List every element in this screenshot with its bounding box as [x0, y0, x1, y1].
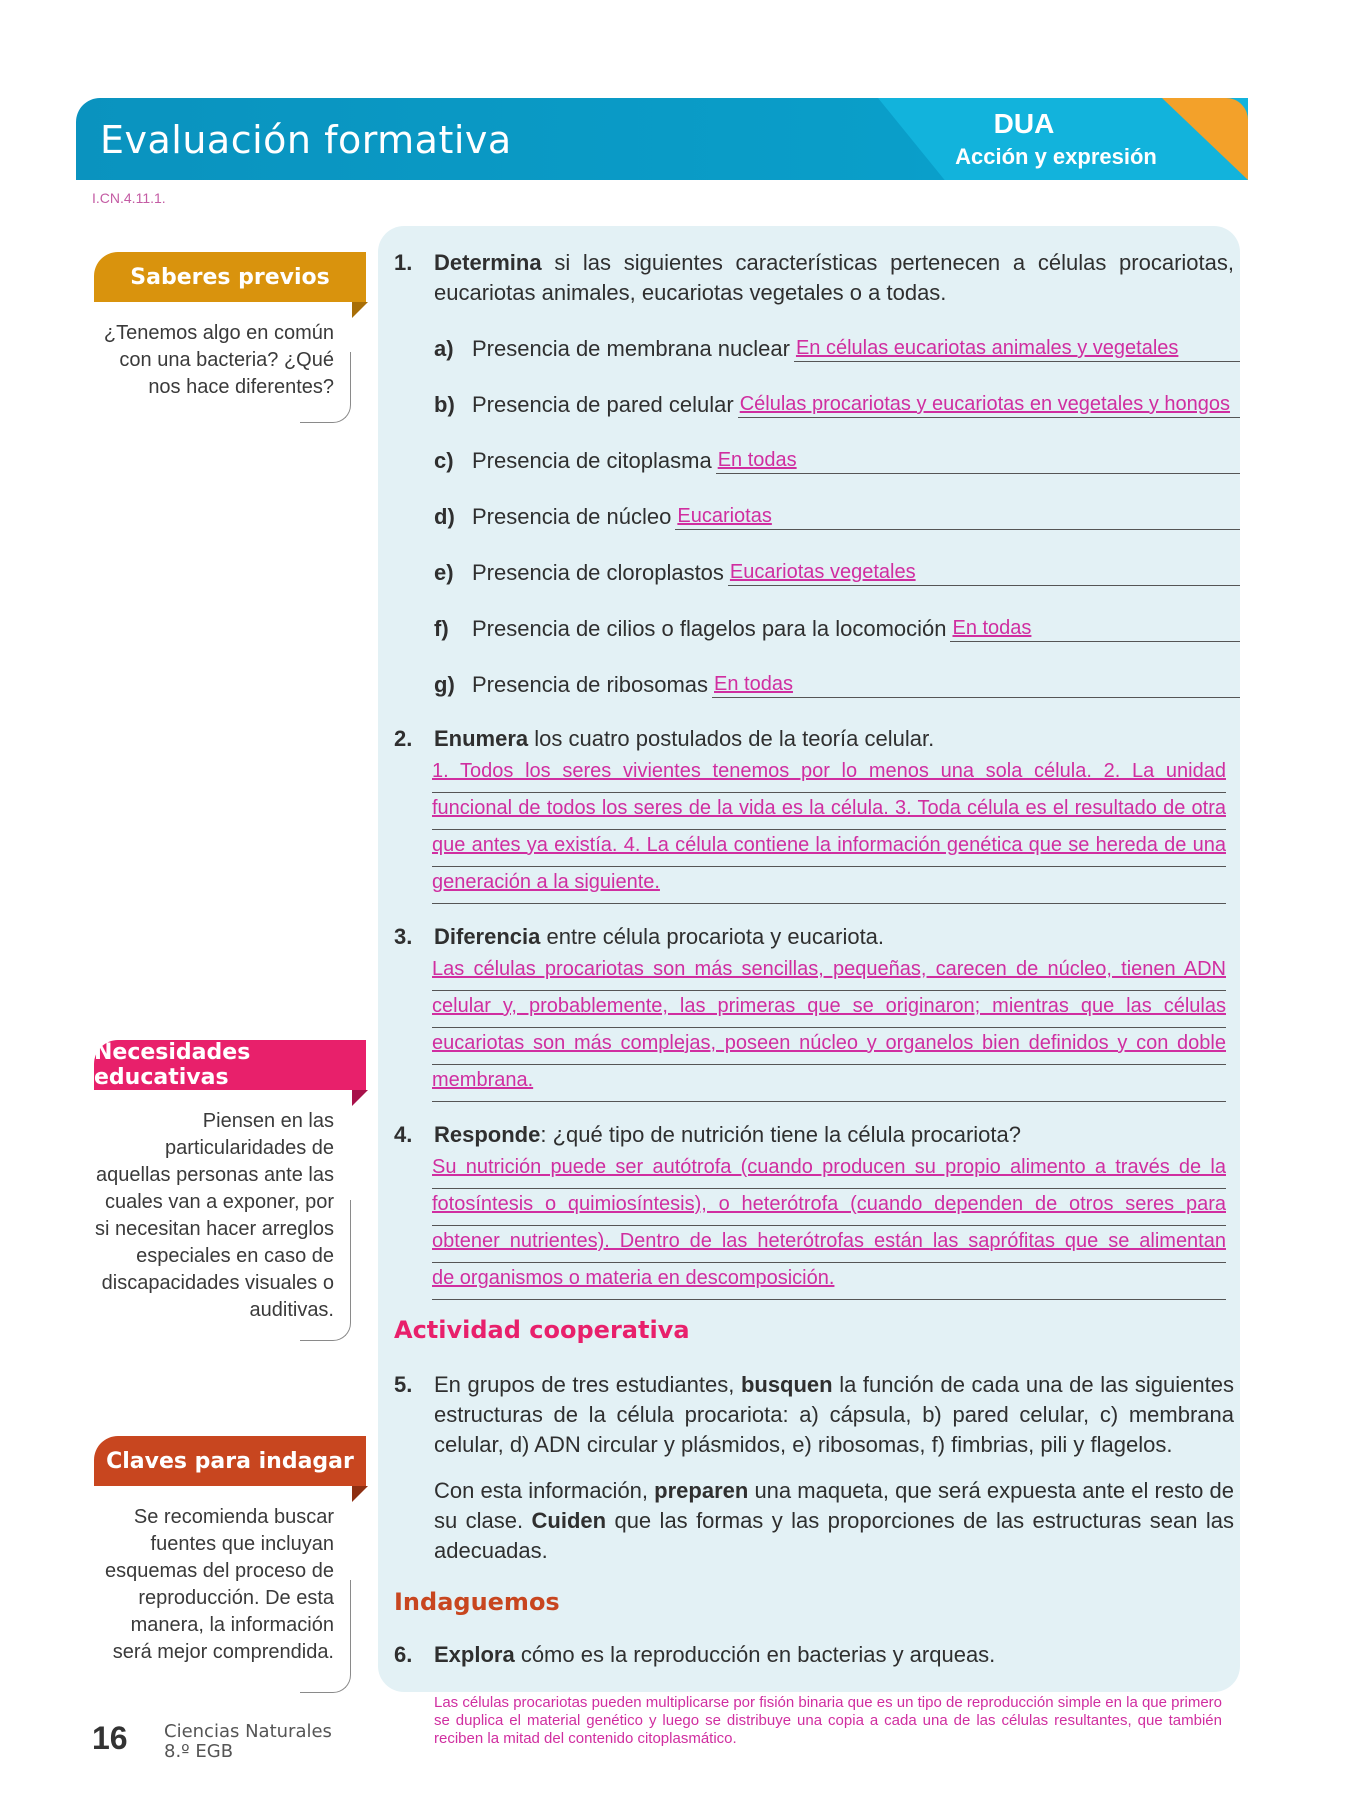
footer-subject: Ciencias Naturales	[164, 1721, 332, 1742]
saberes-fold	[352, 302, 368, 318]
footer-label	[164, 1722, 332, 1762]
item-text: Presencia de membrana nuclear	[472, 336, 790, 361]
answer-line: obtener nutrientes). Dentro de las heterótrofas están las saprófitas que se alimentan	[432, 1226, 1226, 1263]
paragraph-text: En grupos de tres estudiantes,	[434, 1372, 741, 1397]
question-text: entre célula procariota y eucariota.	[540, 924, 885, 949]
question-verb: Determina	[434, 250, 542, 275]
actividad-cooperativa-heading: Actividad cooperativa	[394, 1316, 690, 1344]
question-number: 5.	[394, 1372, 413, 1397]
question-5	[394, 1370, 1234, 1566]
item-text: Presencia de cilios o flagelos para la locomoción	[472, 616, 947, 641]
question-verb: Diferencia	[434, 924, 541, 949]
q4-answer[interactable]	[432, 1152, 1226, 1300]
q1-item-g	[434, 664, 1240, 698]
footer-grade: 8.º EGB	[164, 1741, 234, 1762]
paragraph-text: la función de cada una de las siguientes estructuras de la célula procariota: a) cápsula, b) pared celular, c) membrana celular, d) ADN circular y plásmidos, e) ribosomas, f) fimbrias, pili y flagelos.	[434, 1372, 1234, 1457]
item-answer[interactable]: En todas	[716, 447, 1240, 474]
item-answer[interactable]: En todas	[712, 671, 1240, 698]
paragraph-text: que las formas y las proporciones de las estructuras sean las adecuadas.	[434, 1508, 1234, 1563]
item-label: g)	[434, 672, 455, 697]
saberes-previos-text: ¿Tenemos algo en común con una bacteria? ¿Qué nos hace diferentes?	[103, 322, 334, 398]
item-text: Presencia de núcleo	[472, 504, 672, 529]
question-number: 3.	[394, 924, 413, 949]
q1-item-a	[434, 328, 1240, 362]
answer-line: 1. Todos los seres vivientes tenemos por lo menos una sola célula. 2. La unidad	[432, 756, 1226, 793]
answer-line: fotosíntesis o quimiosíntesis), o heterótrofa (cuando dependen de otros seres para	[432, 1189, 1226, 1226]
q1-item-f	[434, 608, 1240, 642]
item-label: c)	[434, 448, 454, 473]
necesidades-bracket	[300, 1200, 351, 1341]
q3-answer[interactable]	[432, 954, 1226, 1102]
q1-item-d	[434, 496, 1240, 530]
item-label: d)	[434, 504, 455, 529]
necesidades-educativas-tab: Necesidades educativas	[94, 1040, 366, 1090]
answer-line: eucariotas son más complejas, poseen núcleo y organelos bien definidos y con doble	[432, 1028, 1226, 1065]
item-label: a)	[434, 336, 454, 361]
question-number: 4.	[394, 1122, 413, 1147]
paragraph-text: una maqueta, que será expuesta ante el resto de su clase.	[434, 1478, 1234, 1533]
claves-para-indagar-text: Se recomienda buscar fuentes que incluyan esquemas del proceso de reproducción. De esta manera, la información será mejor comprendida.	[104, 1506, 334, 1663]
question-text: : ¿qué tipo de nutrición tiene la célula procariota?	[540, 1122, 1021, 1147]
dua-subtitle: Acción y expresión	[955, 144, 1157, 169]
question-verb: busquen	[740, 1372, 833, 1397]
necesidades-educativas-text: Piensen en las particularidades de aquellas personas ante las cuales van a exponer, por si necesitan hacer arreglos especiales en caso de discapacidades visuales o auditivas.	[94, 1110, 334, 1321]
question-verb: Responde	[434, 1122, 541, 1147]
item-text: Presencia de pared celular	[472, 392, 734, 417]
dua-title: DUA	[993, 108, 1055, 139]
question-1	[394, 248, 1234, 308]
question-number: 2.	[394, 726, 413, 751]
question-6	[394, 1640, 1234, 1670]
answer-line: generación a la siguiente.	[432, 867, 1226, 904]
answer-line: que antes ya existía. 4. La célula contiene la información genética que se hereda de una	[432, 830, 1226, 867]
page-number: 16	[92, 1720, 128, 1756]
q1-item-e	[434, 552, 1240, 586]
indicator-code: I.CN.4.11.1.	[92, 190, 166, 206]
claves-fold	[352, 1486, 368, 1502]
paragraph-text: Con esta información,	[434, 1478, 655, 1503]
question-text: si las siguientes características pertenecen a células procariotas, eucariotas animales, eucariotas vegetales o a todas.	[434, 250, 1234, 305]
saberes-previos-tab: Saberes previos	[94, 252, 366, 302]
item-answer[interactable]: En células eucariotas animales y vegetales	[794, 335, 1240, 362]
answer-line: celular y, probablemente, las primeras que se originaron; mientras que las células	[432, 991, 1226, 1028]
answer-line: Las células procariotas son más sencillas, pequeñas, carecen de núcleo, tienen ADN	[432, 954, 1226, 991]
necesidades-fold	[352, 1090, 368, 1106]
question-number: 6.	[394, 1642, 413, 1667]
question-verb: Enumera	[434, 726, 529, 751]
q1-item-b	[434, 384, 1240, 418]
item-answer[interactable]: Eucariotas	[675, 503, 1240, 530]
item-answer[interactable]: Células procariotas y eucariotas en vegetales y hongos	[738, 391, 1240, 418]
question-text: cómo es la reproducción en bacterias y arqueas.	[514, 1642, 996, 1667]
header-banner	[76, 98, 1248, 180]
q6-answer[interactable]: Las células procariotas pueden multiplicarse por fisión binaria que es un tipo de reproducción simple en la que primero se duplica el material genético y luego se distribuye una copia a cada una de las células resultantes, que también reciben la mitad del contenido citoplasmático.	[434, 1694, 1222, 1747]
item-text: Presencia de citoplasma	[472, 448, 712, 473]
answer-line: membrana.	[432, 1065, 1226, 1102]
saberes-bracket	[300, 352, 351, 423]
item-text: Presencia de cloroplastos	[472, 560, 724, 585]
question-3	[394, 922, 1234, 952]
question-verb: Cuiden	[531, 1508, 607, 1533]
q2-answer[interactable]	[432, 756, 1226, 904]
q1-item-c	[434, 440, 1240, 474]
item-answer[interactable]: En todas	[950, 615, 1240, 642]
question-text: los cuatro postulados de la teoría celular.	[528, 726, 935, 751]
item-text: Presencia de ribosomas	[472, 672, 709, 697]
question-verb: preparen	[654, 1478, 749, 1503]
answer-line: Su nutrición puede ser autótrofa (cuando producen su propio alimento a través de la	[432, 1152, 1226, 1189]
claves-bracket	[300, 1580, 351, 1693]
item-label: b)	[434, 392, 455, 417]
item-answer[interactable]: Eucariotas vegetales	[728, 559, 1240, 586]
question-verb: Explora	[434, 1642, 515, 1667]
question-number: 1.	[394, 250, 413, 275]
question-4	[394, 1120, 1234, 1150]
answer-line: funcional de todos los seres de la vida es la célula. 3. Toda célula es el resultado de otra	[432, 793, 1226, 830]
page-title: Evaluación formativa	[100, 118, 512, 162]
claves-para-indagar-tab: Claves para indagar	[94, 1436, 366, 1486]
indaguemos-heading: Indaguemos	[394, 1588, 560, 1616]
item-label: e)	[434, 560, 454, 585]
answer-line: de organismos o materia en descomposición.	[432, 1263, 1226, 1300]
item-label: f)	[434, 616, 449, 641]
question-2	[394, 724, 1234, 754]
